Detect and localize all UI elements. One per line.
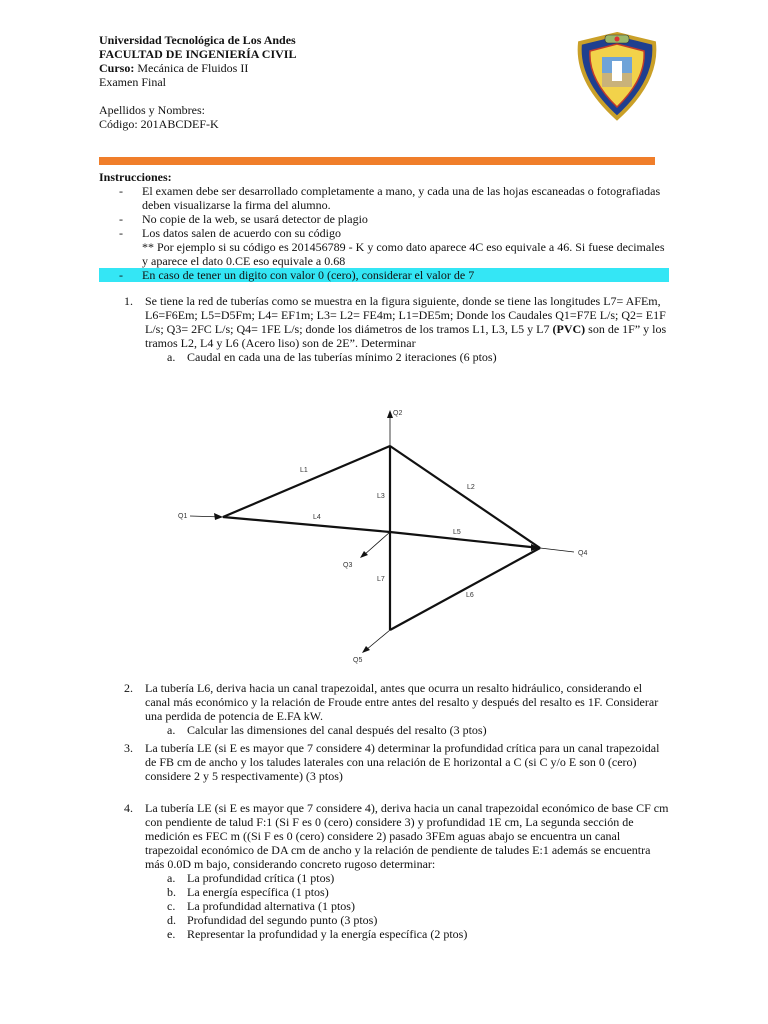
instructions-list [99,184,669,282]
label-l5: L5 [453,529,461,536]
instruction-item-highlighted: - En caso de tener un digito con valor 0 (cero), considerar el valor de 7 [99,268,669,282]
label-q5: Q5 [353,657,363,664]
course-line [99,61,296,75]
orange-divider [99,157,655,165]
question-number: 4. [124,801,133,815]
sub-item: c. La profundidad alternativa (1 ptos) [167,899,355,913]
document-header [99,33,296,131]
question-3: 3. La tubería LE (si E es mayor que 7 considere 4) determinar la profundidad crítica para un canal trapezoidal de FB cm de ancho y los taludes laterales con una relación de E horizontal a C (si C y/o E son 0 (cero) considere 2 y 5 respectivamente) (3 ptos) [124,741,660,783]
question-number: 2. [124,681,133,695]
label-l7: L7 [377,576,385,583]
pipe-network-figure [160,400,610,670]
sub-item: a. La profundidad crítica (1 ptos) [167,871,335,885]
pipe-l2 [390,446,540,548]
pipe-l4 [223,517,390,532]
flow-arrow-q3 [364,532,390,555]
pipe-l6 [390,548,540,630]
names-label: Apellidos y Nombres: [99,103,205,117]
course-label: Curso: [99,61,135,75]
instruction-item: - Los datos salen de acuerdo con su código ** Por ejemplo si su código es 201456789 - K y como dato aparece 4C eso equivale a 46. Si fuese decimales y aparece el dato 0.CE eso equivale a 0.68 [119,226,665,268]
university-name: Universidad Tecnológica de Los Andes [99,33,296,47]
sub-item: a. Caudal en cada una de las tuberías mínimo 2 iteraciones (6 ptos) [167,350,497,364]
sub-item: e. Representar la profundidad y la energía específica (2 ptos) [167,927,468,941]
course-value: Mecánica de Fluidos II [137,61,249,75]
pipe-l1 [223,446,390,517]
student-code: Código: 201ABCDEF-K [99,117,219,131]
label-q3: Q3 [343,562,353,569]
university-seal-logo [572,31,662,121]
flow-arrow-q4 [540,548,574,552]
question-4: 4. La tubería LE (si E es mayor que 7 considere 4), deriva hacia un canal trapezoidal económico de base CF cm con pendiente de talud F:1 (Si F es 0 (cero) considere 3) y profundidad 1E cm, La segunda sección de medición es FEC m ((Si F es 0 (cero) considere 2) pasado 3FEm aguas abajo se encuentra un canal trapezoidal económico de DA cm de ancho y la relación de pendiente de taludes E:1 además se encuentra más 0.0D m bajo, considerando concreto rugoso determinar: a. La profundidad crítica (1 ptos) b. La energía específica (1 ptos) c. La profundidad alternativa (1 ptos) d. Profundidad del segundo punto (3 ptos) e. Representar la profundidad y la energía específica (2 ptos) [124,801,669,941]
question-2: 2. La tubería L6, deriva hacia un canal trapezoidal, antes que ocurra un resalto hidráulico, considerando el canal más económico y la relación de Froude entre antes del resalto y después del resalto es 1F. Considerar una perdida de potencia de E.FA kW. a. Calcular las dimensiones del canal después del resalto (3 ptos) [99,681,669,737]
label-q2: Q2 [393,410,403,417]
label-l3: L3 [377,493,385,500]
label-l4: L4 [313,514,321,521]
instruction-note: ** Por ejemplo si su código es 201456789 - K y como dato aparece 4C eso equivale a 46. Si fuese decimales y aparece el dato 0.CE eso equivale a 0.68 [142,240,665,268]
sub-item: a. Calcular las dimensiones del canal después del resalto (3 ptos) [167,723,487,737]
question-number: 1. [124,294,133,308]
sub-item: d. Profundidad del segundo punto (3 ptos) [167,913,378,927]
exam-type: Examen Final [99,75,166,89]
label-q1: Q1 [178,513,188,520]
faculty-name: FACULTAD DE INGENIERÍA CIVIL [99,47,297,61]
label-q4: Q4 [578,550,588,557]
question-number: 3. [124,741,133,755]
instruction-item: - No copie de la web, se usará detector de plagio [119,212,368,226]
sub-item: b. La energía específica (1 ptos) [167,885,329,899]
instruction-item: - El examen debe ser desarrollado completamente a mano, y cada una de las hojas escaneadas o fotografiadas deben visualizarse la firma del alumno. [119,184,661,212]
label-l2: L2 [467,484,475,491]
label-l6: L6 [466,592,474,599]
question-1: 1. Se tiene la red de tuberías como se muestra en la figura siguiente, donde se tiene las longitudes L7= AFEm, L6=F6Em; L5=D5Fm; L4= EF1m; L3= L2= FE4m; L1=DE5m; Donde los Caudales Q1=F7E L/s; Q2= E1F L/s; Q3= 2FC L/s; Q4= 1FE L/s; donde los diámetros de los tramos L1, L3, L5 y L7 (PVC) son de 1F” y los tramos L2, L4 y L6 (Acero liso) son de 2E”. Determinar a. Caudal en cada una de las tuberías mínimo 2 iteraciones (6 ptos) [99,294,669,364]
label-l1: L1 [300,467,308,474]
instructions-title: Instrucciones: [99,170,172,184]
flow-arrow-q5 [366,630,390,650]
pipe-l5 [390,532,540,548]
